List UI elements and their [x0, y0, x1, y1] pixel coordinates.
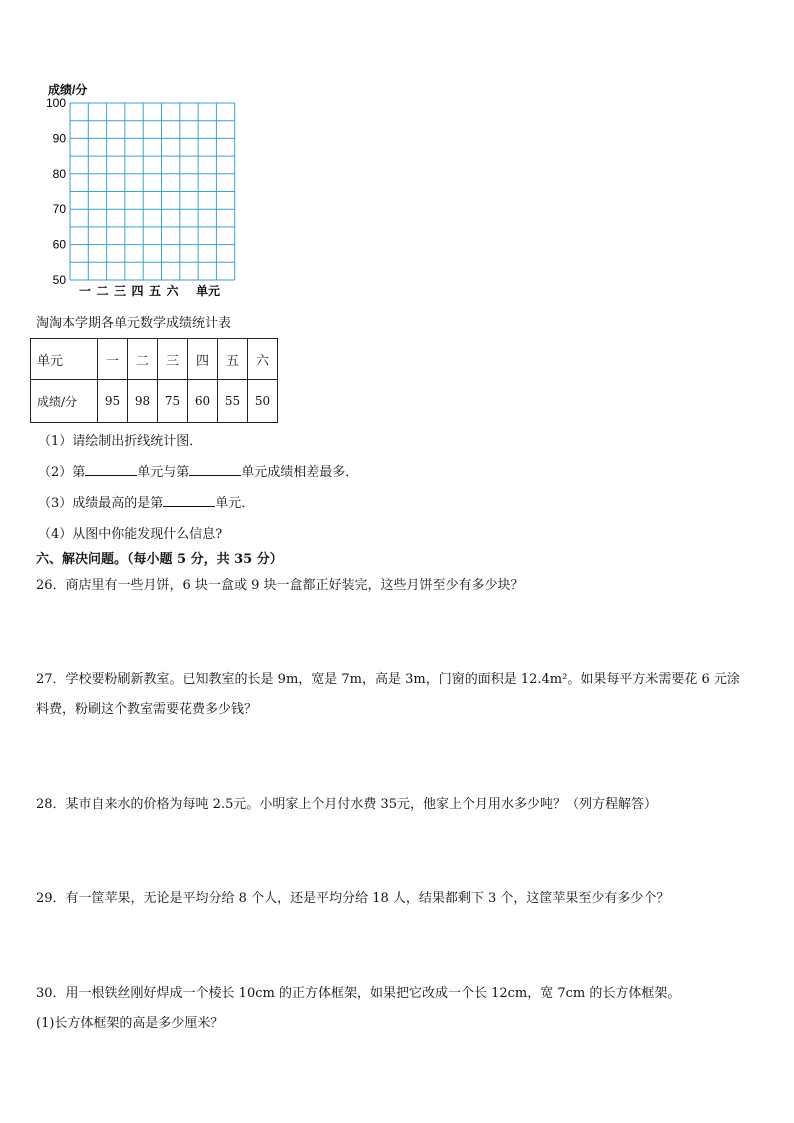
problem-27-line-1: 27．学校要粉刷新教室。已知教室的长是 9m，宽是 7m，高是 3m，门窗的面积是 12.4m²。如果每平方米需要花 6 元涂 [36, 672, 740, 687]
problem-28: 28．某市自来水的价格为每吨 2.5元。小明家上个月付水费 35元，他家上个月用水多少吨？（列方程解答） [36, 797, 658, 812]
table-score-cell: 95 [98, 380, 128, 423]
y-tick-label: 70 [52, 202, 66, 217]
problem-30-line-1: 30．用一根铁丝刚好焊成一个棱长 10cm 的正方体框架，如果把它改成一个长 12cm，宽 7cm 的长方体框架。 [36, 986, 681, 1001]
table-score-cell: 60 [188, 380, 218, 423]
table-unit-cell: 二 [128, 339, 158, 380]
question-4: （4）从图中你能发现什么信息? [38, 527, 223, 542]
score-table [30, 338, 278, 423]
blank-line-chart-grid [36, 78, 236, 300]
x-tick-label: 五 [148, 284, 162, 298]
table-unit-cell: 四 [188, 339, 218, 380]
y-tick-label: 50 [52, 273, 66, 287]
problem-29: 29．有一筐苹果，无论是平均分给 8 个人，还是平均分给 18 人，结果都剩下 3 个，这筐苹果至少有多少个？ [36, 891, 670, 906]
question-1: （1）请绘制出折线统计图． [38, 434, 203, 449]
y-tick-label: 60 [52, 237, 66, 252]
x-tick-label: 二 [96, 284, 109, 298]
answer-blank[interactable] [189, 463, 241, 476]
table-unit-cell: 三 [158, 339, 188, 380]
problem-27-line-2: 料费，粉刷这个教室需要花费多少钱？ [36, 702, 258, 717]
problem-30-sub-1: (1)长方体框架的高是多少厘米？ [36, 1016, 224, 1031]
question-2-part-b: 单元与第 [137, 465, 190, 480]
question-3-part-b: 单元． [215, 496, 255, 511]
table-score-label: 成绩/分 [31, 380, 98, 423]
x-tick-label: 六 [166, 284, 179, 298]
table-score-cell: 98 [128, 380, 158, 423]
x-unit-label: 单元 [196, 284, 221, 298]
table-caption: 淘淘本学期各单元数学成绩统计表 [36, 315, 232, 330]
table-unit-cell: 一 [98, 339, 128, 380]
chart-x-ticks [79, 283, 220, 298]
x-tick-label: 三 [113, 284, 127, 298]
y-tick-label: 90 [52, 131, 66, 146]
x-tick-label: 四 [131, 284, 144, 298]
y-tick-label: 80 [52, 166, 66, 181]
table-score-cell: 55 [218, 380, 248, 423]
table-row-units [31, 339, 278, 380]
chart-y-ticks [46, 96, 66, 287]
table-header-label: 单元 [31, 339, 98, 380]
table-score-cell: 75 [158, 380, 188, 423]
question-2 [38, 461, 358, 480]
chart-y-title: 成绩/分 [48, 83, 88, 97]
chart-grid [70, 103, 235, 280]
table-score-cell: 50 [248, 380, 278, 423]
question-3 [38, 492, 254, 511]
section-title: 六、解决问题。（每小题 5 分，共 35 分） [36, 552, 283, 567]
table-unit-cell: 五 [218, 339, 248, 380]
table-unit-cell: 六 [248, 339, 278, 380]
question-3-part-a: （3）成绩最高的是第 [38, 496, 164, 511]
answer-blank[interactable] [85, 463, 137, 476]
question-2-part-c: 单元成绩相差最多． [241, 465, 359, 480]
table-row-scores [31, 380, 278, 423]
y-tick-label: 100 [45, 96, 66, 110]
x-tick-label: 一 [78, 284, 92, 298]
question-2-part-a: （2）第 [38, 465, 86, 480]
answer-blank[interactable] [163, 494, 215, 507]
problem-26: 26．商店里有一些月饼，6 块一盒或 9 块一盒都正好装完，这些月饼至少有多少块？ [36, 578, 524, 593]
